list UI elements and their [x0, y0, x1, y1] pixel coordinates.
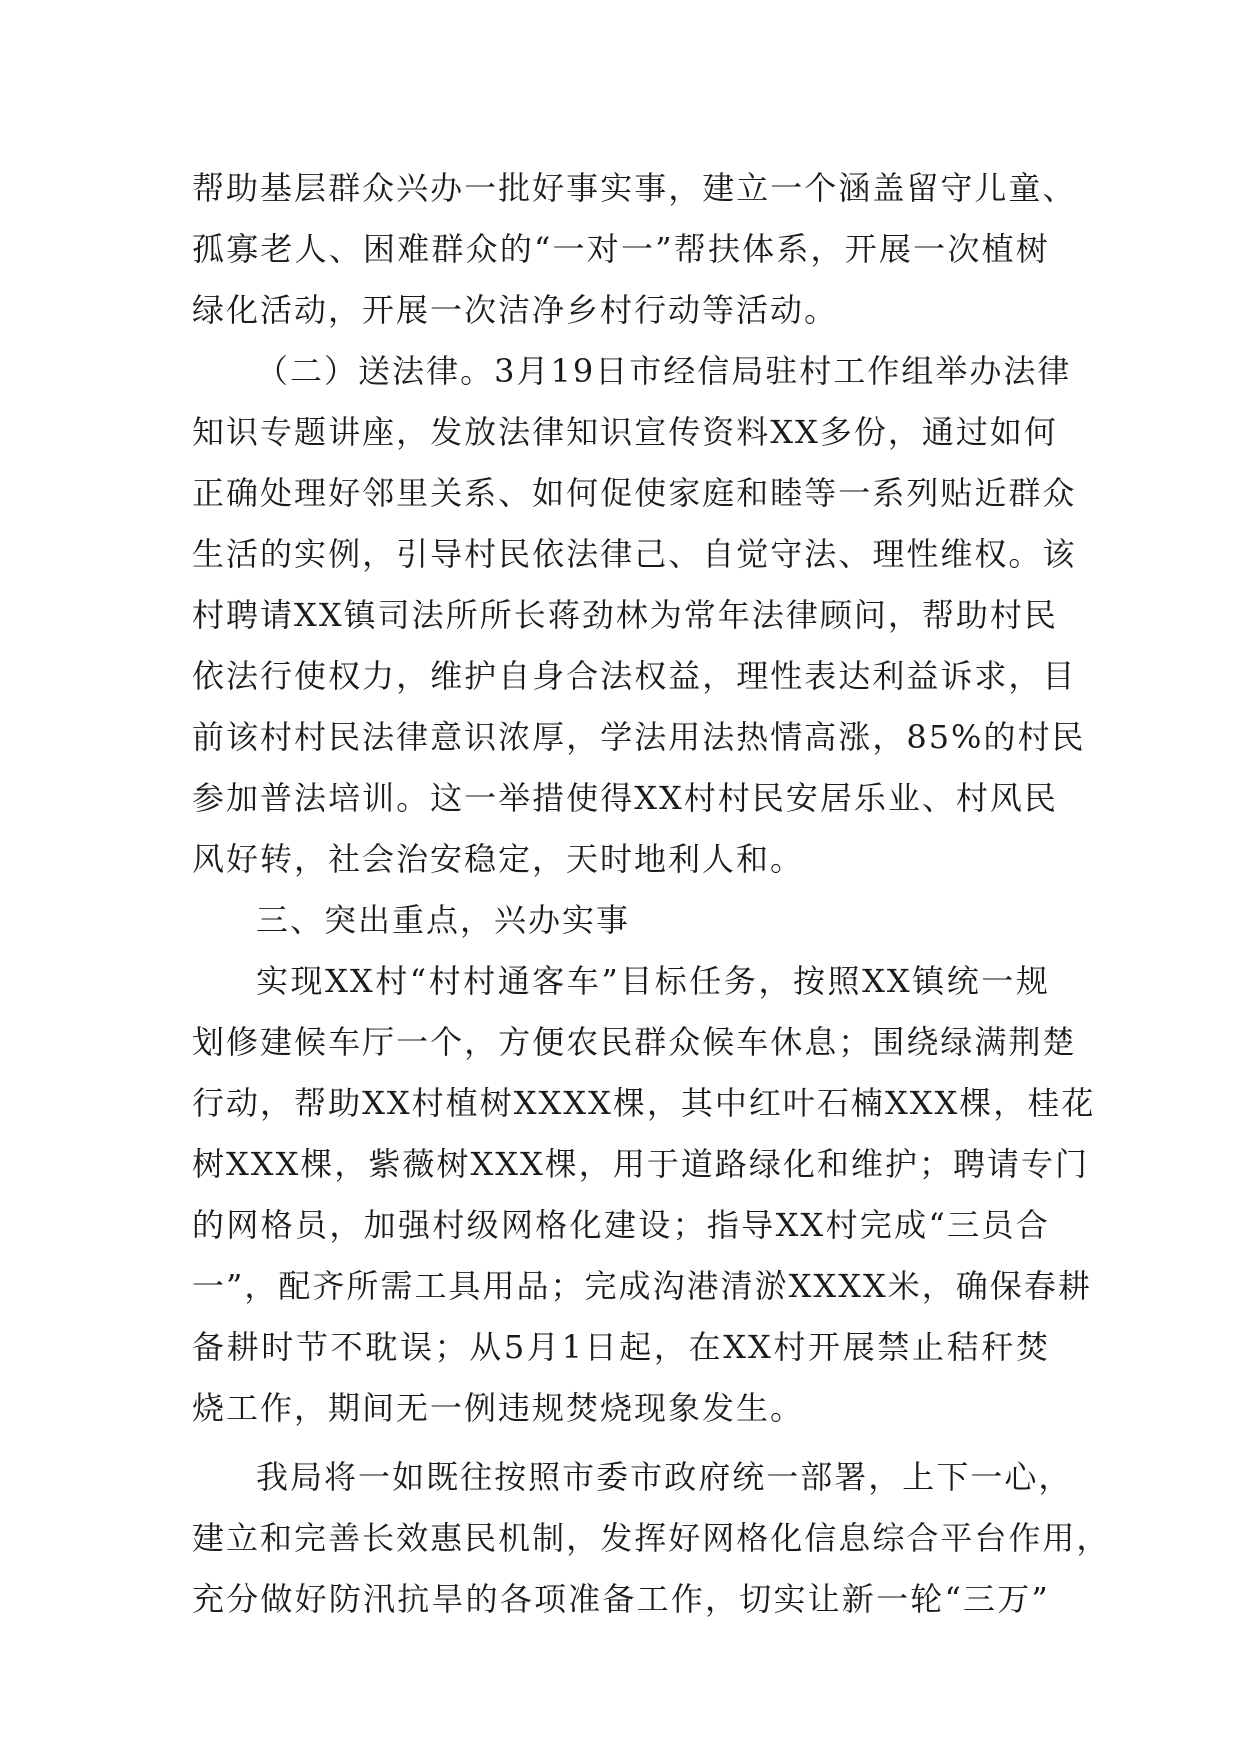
text-line: 正 确 处 理 好 邻 里 关 系 、 如 何 促 使 家 庭 和 睦 等 一 系 列 贴 近 群 众	[192, 474, 1077, 512]
text-line: 我 局 将 一 如 既 往 按 照 市 委 市 政 府 统 一 部 署 ， 上 下 一 心 ，	[256, 1458, 1073, 1496]
text-line: （ 二 ） 送 法 律 。 3 月 19 日 市 经 信 局 驻 村 工 作 组 举 办 法 律	[256, 352, 1072, 390]
text-line: 实 现 XX 村 “ 村 村 通 客 车 ” 目 标 任 务 ， 按 照 XX 镇 统 一 规	[256, 962, 1050, 1000]
text-line: 孤 寡 老 人 、 困 难 群 众 的 “ 一 对 一 ” 帮 扶 体 系 ， 开 展 一 次 植 树	[192, 230, 1050, 268]
text-line: 一 ” ， 配 齐 所 需 工 具 用 品 ； 完 成 沟 港 清 淤 XXXX 米 ， 确 保 春 耕	[192, 1267, 1092, 1305]
text-line: 划 修 建 候 车 厅 一 个 ， 方 便 农 民 群 众 候 车 休 息 ； 围 绕 绿 满 荆 楚	[192, 1023, 1077, 1061]
text-line: 前 该 村 村 民 法 律 意 识 浓 厚 ， 学 法 用 法 热 情 高 涨 ， 85% 的 村 民	[192, 718, 1086, 756]
text-line: 建 立 和 完 善 长 效 惠 民 机 制 ， 发 挥 好 网 格 化 信 息 综 合 平 台 作 用 ，	[192, 1519, 1111, 1557]
body-text	[192, 158, 1111, 1630]
text-line: 生 活 的 实 例 ， 引 导 村 民 依 法 律 己 、 自 觉 守 法 、 理 性 维 权 。 该	[192, 535, 1077, 573]
text-line: 树 XXX 棵 ， 紫 薇 树 XXX 棵 ， 用 于 道 路 绿 化 和 维 护 ； 聘 请 专 门	[192, 1145, 1090, 1183]
text-line: 行 动 ， 帮 助 XX 村 植 树 XXXX 棵 ， 其 中 红 叶 石 楠 XXX 棵 ， 桂 花	[192, 1084, 1096, 1122]
text-line: 依 法 行 使 权 力 ， 维 护 自 身 合 法 权 益 ， 理 性 表 达 利 益 诉 求 ， 目	[192, 657, 1077, 695]
text-line: 参 加 普 法 培 训 。 这 一 举 措 使 得 XX 村 村 民 安 居 乐 业 、 村 风 民	[192, 779, 1058, 817]
section-heading: 三、突出重点，兴办实事	[256, 901, 631, 939]
text-line: 绿化活动，开展一次洁净乡村行动等活动。	[192, 291, 839, 329]
text-line: 帮 助 基 层 群 众 兴 办 一 批 好 事 实 事 ， 建 立 一 个 涵 盖 留 守 儿 童 、	[192, 169, 1077, 207]
text-line: 风好转，社会治安稳定，天时地利人和。	[192, 840, 805, 878]
text-line: 知 识 专 题 讲 座 ， 发 放 法 律 知 识 宣 传 资 料 XX 多 份 ， 通 过 如 何	[192, 413, 1058, 451]
paragraph-gap	[192, 1439, 1050, 1447]
text-line: 充 分 做 好 防 汛 抗 旱 的 各 项 准 备 工 作 ， 切 实 让 新 一 轮 “ 三 万 ”	[192, 1580, 1050, 1618]
text-line: 的 网 格 员 ， 加 强 村 级 网 格 化 建 设 ； 指 导 XX 村 完 成 “ 三 员 合	[192, 1206, 1050, 1244]
text-line: 村 聘 请 XX 镇 司 法 所 所 长 蒋 劲 林 为 常 年 法 律 顾 问 ， 帮 助 村 民	[192, 596, 1058, 634]
text-line: 备 耕 时 节 不 耽 误 ； 从 5 月 1 日 起 ， 在 XX 村 开 展 禁 止 秸 秆 焚	[192, 1328, 1050, 1366]
text-line: 烧工作，期间无一例违规焚烧现象发生。	[192, 1389, 805, 1427]
